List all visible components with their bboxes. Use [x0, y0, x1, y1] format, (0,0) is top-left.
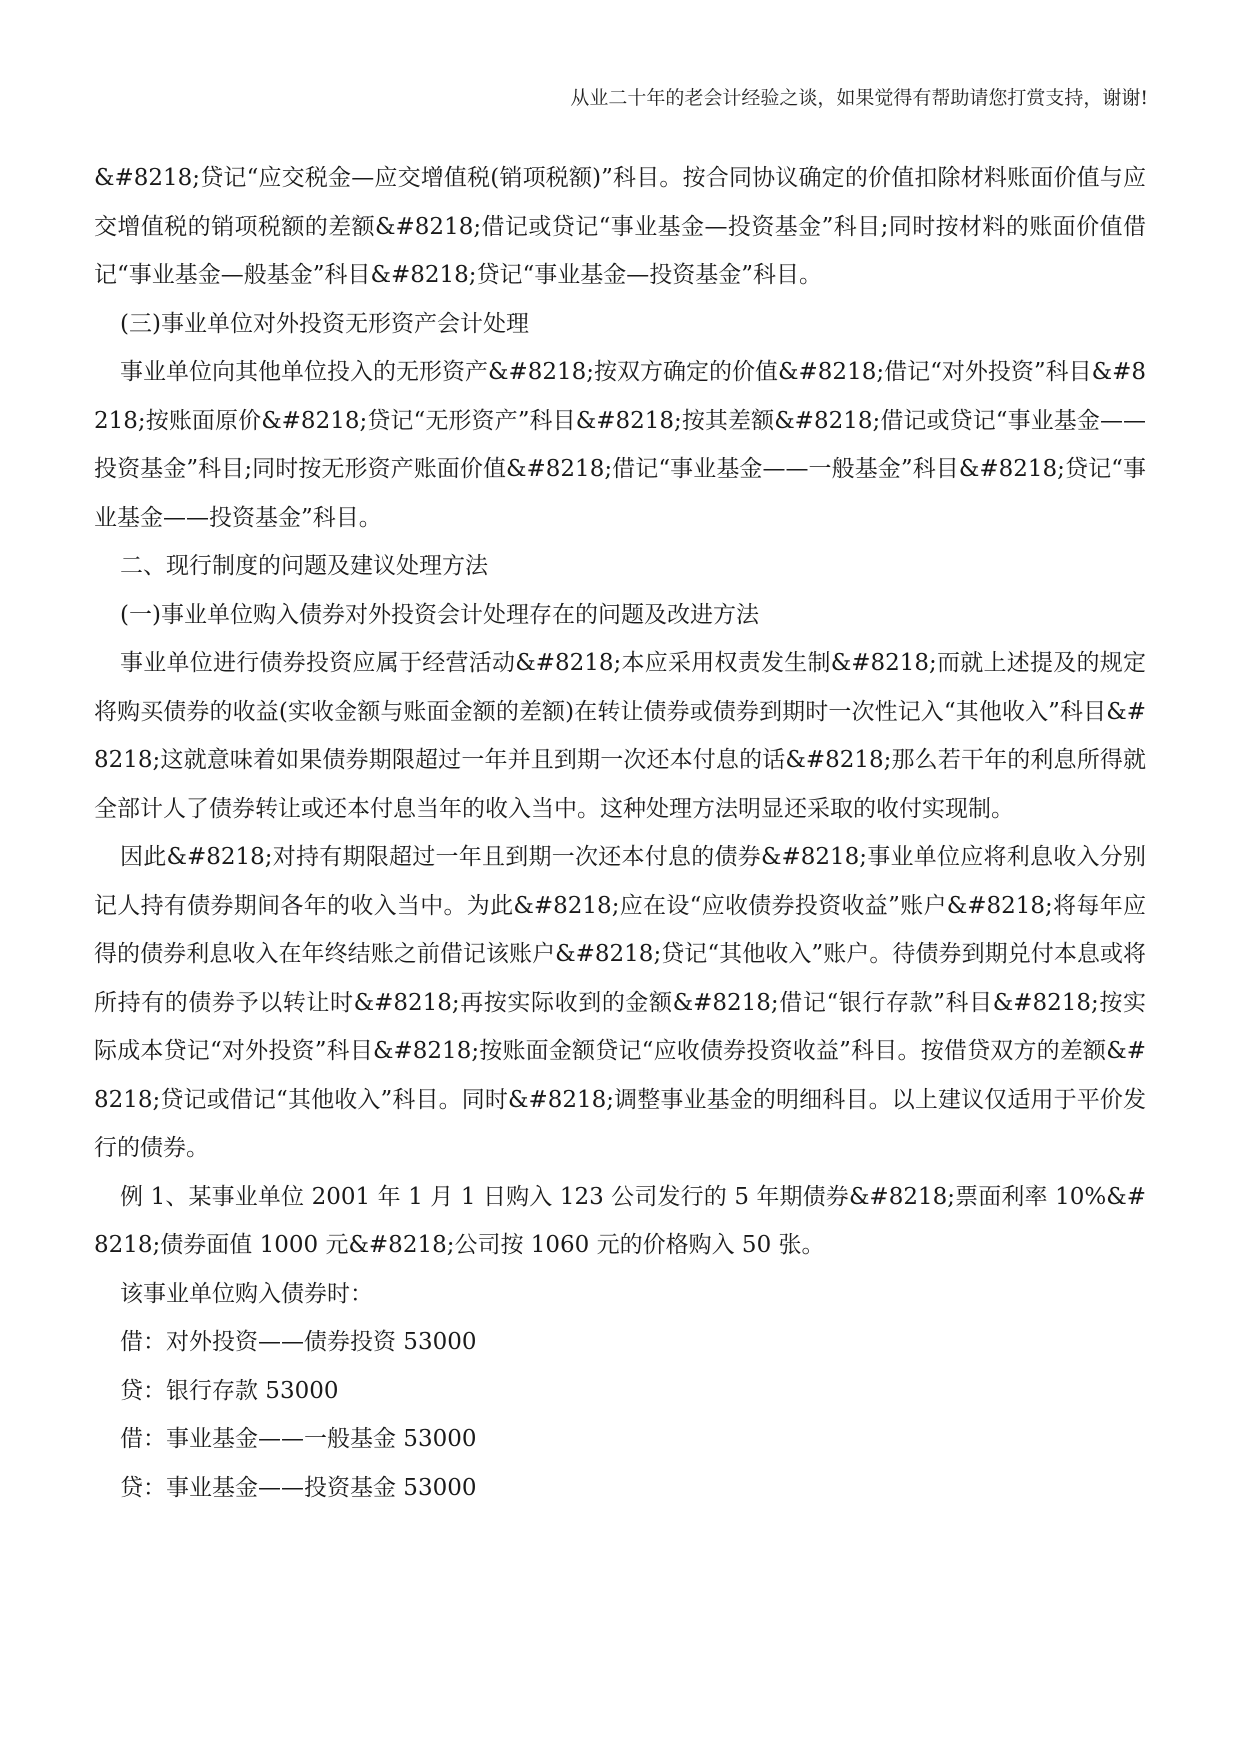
paragraph-recommendation: 因此&#8218;对持有期限超过一年且到期一次还本付息的债券&#8218;事业单位应将利息收入分别记人持有债券期间各年的收入当中。为此&#8218;应在设“应收债券投资收益”账户&#8218;将每年应得的债券利息收入在年终结账之前借记该账户&#8218;贷记“其他收入”账户。待债券到期兑付本息或将所持有的债券予以转让时&#8218;再按实际收到的金额&#8218;借记“银行存款”科目&#8218;按实际成本贷记“对外投资”科目&#8218;按账面金额贷记“应收债券投资收益”科目。按借贷双方的差额&#8218;贷记或借记“其他收入”科目。同时&#8218;调整事业基金的明细科目。以上建议仅适用于平价发行的债券。	[94, 844, 1146, 1161]
paragraph-bond-investment: 事业单位进行债券投资应属于经营活动&#8218;本应采用权责发生制&#8218;而就上述提及的规定将购买债券的收益(实收金额与账面金额的差额)在转让债券或债券到期时一次性记入“其他收入”科目&#8218;这就意味着如果债券期限超过一年并且到期一次还本付息的话&#8218;那么若干年的利息所得就全部计人了债券转让或还本付息当年的收入当中。这种处理方法明显还采取的收付实现制。	[94, 650, 1146, 822]
journal-entry-debit-general-fund: 借：事业基金——一般基金 53000	[120, 1426, 477, 1452]
subsection-heading-bonds: (一)事业单位购入债券对外投资会计处理存在的问题及改进方法	[120, 601, 759, 628]
paragraph-example: 例 1、某事业单位 2001 年 1 月 1 日购入 123 公司发行的 5 年期债券&#8218;票面利率 10%&#8218;债券面值 1000 元&#8218;公司按 1060 元的价格购入 50 张。	[94, 1183, 1146, 1258]
paragraph-intangible-assets: 事业单位向其他单位投入的无形资产&#8218;按双方确定的价值&#8218;借记“对外投资”科目&#8218;按账面原价&#8218;贷记“无形资产”科目&#8218;按其差额&#8218;借记或贷记“事业基金——投资基金”科目;同时按无形资产账面价值&#8218;借记“事业基金——一般基金”科目&#8218;贷记“事业基金——投资基金”科目。	[94, 359, 1146, 531]
paragraph-purchase-intro: 该事业单位购入债券时：	[120, 1280, 373, 1307]
journal-entry-credit-investment-fund: 贷：事业基金——投资基金 53000	[120, 1474, 477, 1501]
paragraph-continuation: &#8218;贷记“应交税金—应交增值税(销项税额)”科目。按合同协议确定的价值扣除材料账面价值与应交增值税的销项税额的差额&#8218;借记或贷记“事业基金—投资基金”科目;同时按材料的账面价值借记“事业基金—般基金”科目&#8218;贷记“事业基金—投资基金”科目。	[94, 165, 1146, 288]
section-heading-current-problems: 二、现行制度的问题及建议处理方法	[120, 553, 488, 579]
journal-entry-debit-investment: 借：对外投资——债券投资 53000	[120, 1329, 477, 1355]
document-body	[94, 154, 1146, 1512]
journal-entry-credit-bank: 贷：银行存款 53000	[120, 1377, 339, 1404]
header-note: 从业二十年的老会计经验之谈，如果觉得有帮助请您打赏支持，谢谢!	[570, 87, 1148, 109]
section-heading-intangible-assets: (三)事业单位对外投资无形资产会计处理	[120, 310, 529, 337]
